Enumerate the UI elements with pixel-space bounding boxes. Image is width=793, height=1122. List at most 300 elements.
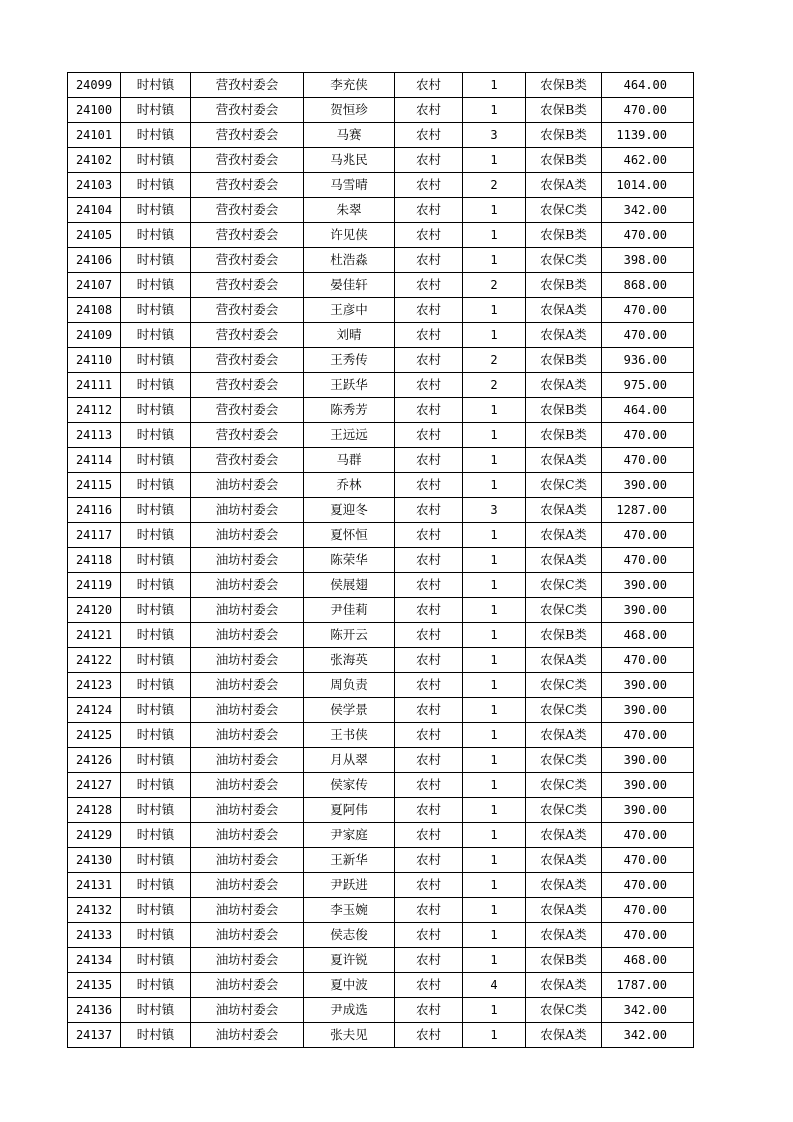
cell-person-count: 1 (463, 873, 526, 898)
cell-name: 贺恒珍 (304, 98, 395, 123)
cell-name: 王远远 (304, 423, 395, 448)
cell-person-count: 1 (463, 773, 526, 798)
cell-village: 油坊村委会 (191, 1023, 304, 1048)
cell-person-count: 1 (463, 798, 526, 823)
cell-household-type: 农村 (395, 798, 463, 823)
cell-town: 时村镇 (121, 873, 191, 898)
cell-town: 时村镇 (121, 373, 191, 398)
cell-household-type: 农村 (395, 123, 463, 148)
cell-town: 时村镇 (121, 898, 191, 923)
table-row (68, 923, 694, 948)
table-row (68, 348, 694, 373)
cell-amount: 470.00 (602, 523, 694, 548)
table-row (68, 598, 694, 623)
cell-category: 农保C类 (526, 573, 602, 598)
cell-town: 时村镇 (121, 698, 191, 723)
cell-town: 时村镇 (121, 248, 191, 273)
table-row (68, 473, 694, 498)
cell-id: 24111 (68, 373, 121, 398)
table-row (68, 623, 694, 648)
cell-name: 侯展翅 (304, 573, 395, 598)
cell-person-count: 3 (463, 498, 526, 523)
cell-name: 陈荣华 (304, 548, 395, 573)
cell-town: 时村镇 (121, 223, 191, 248)
cell-village: 油坊村委会 (191, 748, 304, 773)
cell-id: 24109 (68, 323, 121, 348)
cell-household-type: 农村 (395, 223, 463, 248)
cell-category: 农保A类 (526, 373, 602, 398)
cell-category: 农保A类 (526, 848, 602, 873)
cell-town: 时村镇 (121, 398, 191, 423)
cell-id: 24116 (68, 498, 121, 523)
cell-town: 时村镇 (121, 498, 191, 523)
cell-village: 营孜村委会 (191, 398, 304, 423)
cell-name: 侯家传 (304, 773, 395, 798)
cell-household-type: 农村 (395, 248, 463, 273)
cell-person-count: 1 (463, 573, 526, 598)
cell-person-count: 1 (463, 898, 526, 923)
cell-category: 农保C类 (526, 598, 602, 623)
table-row (68, 123, 694, 148)
cell-household-type: 农村 (395, 873, 463, 898)
cell-person-count: 2 (463, 173, 526, 198)
cell-household-type: 农村 (395, 548, 463, 573)
cell-amount: 470.00 (602, 848, 694, 873)
cell-village: 油坊村委会 (191, 798, 304, 823)
cell-category: 农保A类 (526, 173, 602, 198)
cell-person-count: 1 (463, 548, 526, 573)
cell-town: 时村镇 (121, 123, 191, 148)
cell-name: 夏许锐 (304, 948, 395, 973)
cell-id: 24115 (68, 473, 121, 498)
cell-household-type: 农村 (395, 498, 463, 523)
cell-id: 24132 (68, 898, 121, 923)
cell-category: 农保A类 (526, 923, 602, 948)
cell-town: 时村镇 (121, 348, 191, 373)
cell-category: 农保B类 (526, 398, 602, 423)
table-row (68, 273, 694, 298)
cell-name: 杜浩淼 (304, 248, 395, 273)
cell-village: 营孜村委会 (191, 98, 304, 123)
table-row (68, 198, 694, 223)
cell-name: 王书侠 (304, 723, 395, 748)
cell-category: 农保B类 (526, 148, 602, 173)
cell-household-type: 农村 (395, 573, 463, 598)
cell-id: 24122 (68, 648, 121, 673)
cell-name: 刘晴 (304, 323, 395, 348)
cell-name: 李玉婉 (304, 898, 395, 923)
cell-person-count: 1 (463, 448, 526, 473)
cell-village: 营孜村委会 (191, 348, 304, 373)
cell-name: 马群 (304, 448, 395, 473)
cell-person-count: 1 (463, 148, 526, 173)
cell-person-count: 1 (463, 98, 526, 123)
cell-town: 时村镇 (121, 848, 191, 873)
cell-amount: 470.00 (602, 923, 694, 948)
cell-household-type: 农村 (395, 898, 463, 923)
cell-id: 24100 (68, 98, 121, 123)
cell-id: 24120 (68, 598, 121, 623)
roster-table-body (68, 73, 694, 1048)
cell-village: 油坊村委会 (191, 573, 304, 598)
cell-id: 24117 (68, 523, 121, 548)
cell-amount: 390.00 (602, 673, 694, 698)
cell-household-type: 农村 (395, 723, 463, 748)
cell-town: 时村镇 (121, 473, 191, 498)
cell-category: 农保C类 (526, 248, 602, 273)
cell-category: 农保A类 (526, 873, 602, 898)
cell-village: 营孜村委会 (191, 273, 304, 298)
cell-person-count: 1 (463, 823, 526, 848)
cell-amount: 398.00 (602, 248, 694, 273)
cell-person-count: 1 (463, 748, 526, 773)
cell-name: 夏中波 (304, 973, 395, 998)
table-row (68, 573, 694, 598)
cell-name: 王秀传 (304, 348, 395, 373)
cell-household-type: 农村 (395, 923, 463, 948)
cell-amount: 342.00 (602, 998, 694, 1023)
cell-household-type: 农村 (395, 298, 463, 323)
cell-id: 24134 (68, 948, 121, 973)
cell-amount: 470.00 (602, 548, 694, 573)
document-page (67, 72, 693, 1048)
cell-category: 农保C类 (526, 998, 602, 1023)
cell-name: 晏佳轩 (304, 273, 395, 298)
cell-village: 油坊村委会 (191, 923, 304, 948)
cell-amount: 470.00 (602, 98, 694, 123)
cell-name: 张夫见 (304, 1023, 395, 1048)
cell-id: 24108 (68, 298, 121, 323)
cell-id: 24123 (68, 673, 121, 698)
cell-village: 油坊村委会 (191, 773, 304, 798)
cell-id: 24126 (68, 748, 121, 773)
cell-id: 24107 (68, 273, 121, 298)
cell-village: 营孜村委会 (191, 248, 304, 273)
table-row (68, 223, 694, 248)
table-row (68, 973, 694, 998)
cell-name: 李充侠 (304, 73, 395, 98)
cell-id: 24136 (68, 998, 121, 1023)
table-row (68, 173, 694, 198)
cell-id: 24113 (68, 423, 121, 448)
cell-id: 24099 (68, 73, 121, 98)
cell-household-type: 农村 (395, 773, 463, 798)
cell-amount: 470.00 (602, 423, 694, 448)
cell-household-type: 农村 (395, 448, 463, 473)
cell-category: 农保B类 (526, 273, 602, 298)
cell-town: 时村镇 (121, 448, 191, 473)
cell-household-type: 农村 (395, 173, 463, 198)
cell-category: 农保B类 (526, 98, 602, 123)
cell-category: 农保C类 (526, 798, 602, 823)
cell-household-type: 农村 (395, 473, 463, 498)
table-row (68, 323, 694, 348)
cell-person-count: 1 (463, 648, 526, 673)
table-row (68, 498, 694, 523)
cell-household-type: 农村 (395, 598, 463, 623)
cell-village: 营孜村委会 (191, 123, 304, 148)
cell-town: 时村镇 (121, 723, 191, 748)
cell-id: 24103 (68, 173, 121, 198)
cell-amount: 342.00 (602, 1023, 694, 1048)
cell-town: 时村镇 (121, 423, 191, 448)
cell-village: 油坊村委会 (191, 548, 304, 573)
cell-town: 时村镇 (121, 948, 191, 973)
cell-category: 农保A类 (526, 823, 602, 848)
cell-person-count: 1 (463, 398, 526, 423)
table-row (68, 723, 694, 748)
cell-person-count: 1 (463, 473, 526, 498)
cell-village: 营孜村委会 (191, 298, 304, 323)
cell-person-count: 1 (463, 598, 526, 623)
table-row (68, 298, 694, 323)
cell-category: 农保B类 (526, 623, 602, 648)
cell-category: 农保A类 (526, 548, 602, 573)
cell-village: 油坊村委会 (191, 598, 304, 623)
cell-name: 月从翠 (304, 748, 395, 773)
table-row (68, 673, 694, 698)
cell-household-type: 农村 (395, 973, 463, 998)
cell-person-count: 4 (463, 973, 526, 998)
cell-person-count: 1 (463, 298, 526, 323)
cell-id: 24104 (68, 198, 121, 223)
cell-person-count: 1 (463, 323, 526, 348)
cell-amount: 468.00 (602, 623, 694, 648)
cell-id: 24133 (68, 923, 121, 948)
table-row (68, 998, 694, 1023)
cell-category: 农保A类 (526, 898, 602, 923)
cell-name: 陈秀芳 (304, 398, 395, 423)
cell-person-count: 1 (463, 848, 526, 873)
cell-id: 24128 (68, 798, 121, 823)
cell-village: 油坊村委会 (191, 723, 304, 748)
cell-village: 油坊村委会 (191, 998, 304, 1023)
table-row (68, 523, 694, 548)
cell-id: 24114 (68, 448, 121, 473)
cell-person-count: 1 (463, 248, 526, 273)
cell-household-type: 农村 (395, 423, 463, 448)
cell-person-count: 1 (463, 698, 526, 723)
cell-id: 24127 (68, 773, 121, 798)
cell-person-count: 1 (463, 723, 526, 748)
cell-household-type: 农村 (395, 1023, 463, 1048)
cell-category: 农保A类 (526, 1023, 602, 1048)
cell-household-type: 农村 (395, 673, 463, 698)
cell-category: 农保B类 (526, 223, 602, 248)
cell-household-type: 农村 (395, 73, 463, 98)
cell-category: 农保B类 (526, 123, 602, 148)
table-row (68, 98, 694, 123)
cell-name: 周负责 (304, 673, 395, 698)
cell-amount: 464.00 (602, 73, 694, 98)
cell-amount: 390.00 (602, 573, 694, 598)
cell-category: 农保C类 (526, 473, 602, 498)
cell-id: 24135 (68, 973, 121, 998)
cell-id: 24137 (68, 1023, 121, 1048)
cell-village: 油坊村委会 (191, 848, 304, 873)
cell-category: 农保B类 (526, 73, 602, 98)
cell-household-type: 农村 (395, 848, 463, 873)
cell-amount: 470.00 (602, 323, 694, 348)
cell-name: 夏怀恒 (304, 523, 395, 548)
cell-id: 24118 (68, 548, 121, 573)
cell-village: 营孜村委会 (191, 223, 304, 248)
cell-person-count: 1 (463, 223, 526, 248)
cell-id: 24129 (68, 823, 121, 848)
cell-person-count: 1 (463, 523, 526, 548)
cell-amount: 470.00 (602, 298, 694, 323)
cell-person-count: 3 (463, 123, 526, 148)
cell-amount: 470.00 (602, 823, 694, 848)
table-row (68, 248, 694, 273)
cell-name: 马兆民 (304, 148, 395, 173)
cell-village: 油坊村委会 (191, 623, 304, 648)
table-row (68, 648, 694, 673)
cell-household-type: 农村 (395, 198, 463, 223)
cell-town: 时村镇 (121, 148, 191, 173)
cell-household-type: 农村 (395, 273, 463, 298)
table-row (68, 698, 694, 723)
cell-village: 油坊村委会 (191, 948, 304, 973)
cell-name: 尹成选 (304, 998, 395, 1023)
cell-id: 24130 (68, 848, 121, 873)
cell-town: 时村镇 (121, 648, 191, 673)
cell-category: 农保C类 (526, 748, 602, 773)
table-row (68, 448, 694, 473)
cell-household-type: 农村 (395, 148, 463, 173)
cell-village: 营孜村委会 (191, 198, 304, 223)
cell-town: 时村镇 (121, 298, 191, 323)
cell-category: 农保C类 (526, 673, 602, 698)
cell-id: 24121 (68, 623, 121, 648)
cell-household-type: 农村 (395, 323, 463, 348)
cell-category: 农保A类 (526, 723, 602, 748)
cell-town: 时村镇 (121, 523, 191, 548)
cell-village: 油坊村委会 (191, 523, 304, 548)
cell-category: 农保C类 (526, 773, 602, 798)
cell-category: 农保C类 (526, 198, 602, 223)
cell-person-count: 2 (463, 348, 526, 373)
cell-amount: 342.00 (602, 198, 694, 223)
cell-id: 24105 (68, 223, 121, 248)
table-row (68, 423, 694, 448)
cell-household-type: 农村 (395, 698, 463, 723)
cell-person-count: 1 (463, 998, 526, 1023)
cell-category: 农保A类 (526, 648, 602, 673)
table-row (68, 398, 694, 423)
cell-amount: 1139.00 (602, 123, 694, 148)
cell-person-count: 1 (463, 623, 526, 648)
cell-amount: 1014.00 (602, 173, 694, 198)
cell-name: 马赛 (304, 123, 395, 148)
cell-village: 油坊村委会 (191, 673, 304, 698)
cell-village: 油坊村委会 (191, 898, 304, 923)
cell-name: 夏阿伟 (304, 798, 395, 823)
cell-household-type: 农村 (395, 98, 463, 123)
cell-amount: 390.00 (602, 598, 694, 623)
cell-town: 时村镇 (121, 598, 191, 623)
cell-person-count: 2 (463, 373, 526, 398)
cell-name: 侯学景 (304, 698, 395, 723)
cell-amount: 868.00 (602, 273, 694, 298)
cell-id: 24110 (68, 348, 121, 373)
cell-name: 朱翠 (304, 198, 395, 223)
cell-village: 营孜村委会 (191, 148, 304, 173)
table-row (68, 548, 694, 573)
cell-amount: 390.00 (602, 773, 694, 798)
table-row (68, 773, 694, 798)
cell-category: 农保B类 (526, 423, 602, 448)
cell-id: 24101 (68, 123, 121, 148)
cell-town: 时村镇 (121, 798, 191, 823)
cell-amount: 936.00 (602, 348, 694, 373)
cell-town: 时村镇 (121, 173, 191, 198)
cell-name: 夏迎冬 (304, 498, 395, 523)
cell-household-type: 农村 (395, 373, 463, 398)
cell-village: 营孜村委会 (191, 173, 304, 198)
cell-village: 营孜村委会 (191, 423, 304, 448)
cell-town: 时村镇 (121, 748, 191, 773)
cell-amount: 470.00 (602, 898, 694, 923)
cell-name: 陈开云 (304, 623, 395, 648)
cell-town: 时村镇 (121, 548, 191, 573)
cell-amount: 470.00 (602, 223, 694, 248)
cell-village: 营孜村委会 (191, 73, 304, 98)
cell-town: 时村镇 (121, 98, 191, 123)
cell-category: 农保C类 (526, 698, 602, 723)
cell-village: 营孜村委会 (191, 448, 304, 473)
cell-amount: 470.00 (602, 723, 694, 748)
cell-household-type: 农村 (395, 823, 463, 848)
cell-amount: 1787.00 (602, 973, 694, 998)
cell-category: 农保B类 (526, 948, 602, 973)
cell-person-count: 1 (463, 73, 526, 98)
cell-category: 农保A类 (526, 973, 602, 998)
cell-name: 尹佳莉 (304, 598, 395, 623)
cell-village: 油坊村委会 (191, 823, 304, 848)
cell-category: 农保A类 (526, 498, 602, 523)
cell-name: 王跃华 (304, 373, 395, 398)
cell-town: 时村镇 (121, 73, 191, 98)
cell-category: 农保B类 (526, 348, 602, 373)
cell-person-count: 1 (463, 1023, 526, 1048)
cell-town: 时村镇 (121, 273, 191, 298)
cell-category: 农保A类 (526, 448, 602, 473)
cell-amount: 470.00 (602, 448, 694, 473)
cell-amount: 975.00 (602, 373, 694, 398)
cell-town: 时村镇 (121, 1023, 191, 1048)
cell-person-count: 1 (463, 923, 526, 948)
cell-village: 油坊村委会 (191, 698, 304, 723)
cell-town: 时村镇 (121, 973, 191, 998)
table-row (68, 898, 694, 923)
cell-village: 油坊村委会 (191, 498, 304, 523)
cell-amount: 462.00 (602, 148, 694, 173)
cell-household-type: 农村 (395, 748, 463, 773)
cell-name: 张海英 (304, 648, 395, 673)
cell-town: 时村镇 (121, 998, 191, 1023)
cell-amount: 390.00 (602, 798, 694, 823)
cell-household-type: 农村 (395, 348, 463, 373)
cell-amount: 468.00 (602, 948, 694, 973)
cell-id: 24112 (68, 398, 121, 423)
table-row (68, 873, 694, 898)
cell-village: 营孜村委会 (191, 373, 304, 398)
table-row (68, 373, 694, 398)
cell-town: 时村镇 (121, 573, 191, 598)
cell-town: 时村镇 (121, 773, 191, 798)
cell-person-count: 1 (463, 198, 526, 223)
